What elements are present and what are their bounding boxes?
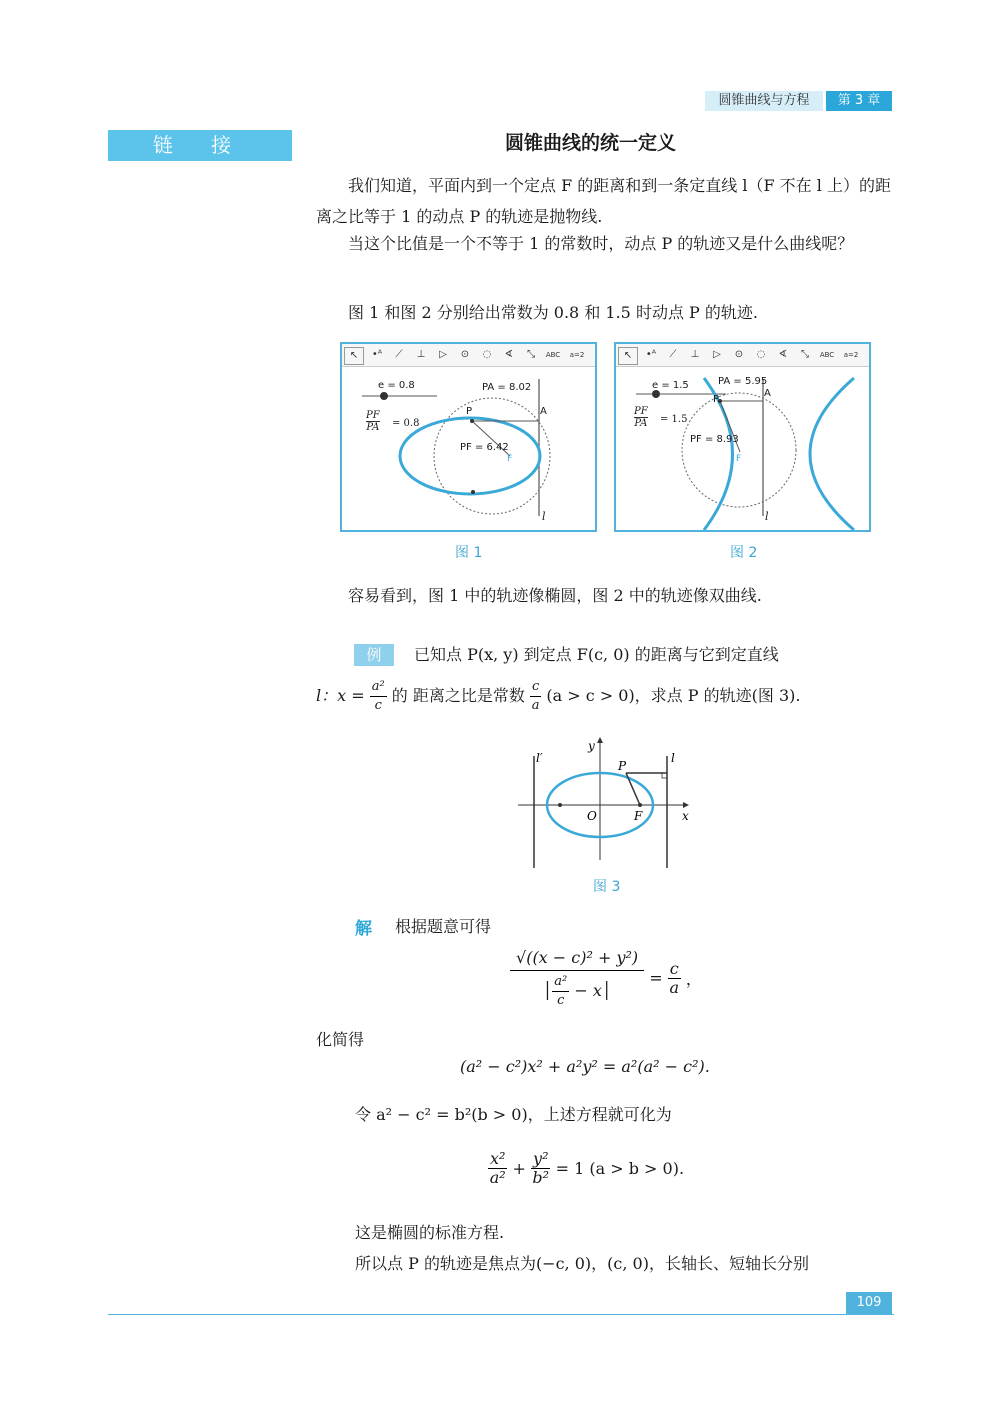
figure-2-canvas [616, 344, 869, 530]
equation-2: (a² − c²)x² + a²y² = a²(a² − c²). [460, 1057, 710, 1076]
ratio-num: PF [634, 406, 648, 417]
hyperbola-right-branch [810, 378, 854, 530]
eq3-y-frac [531, 1150, 550, 1187]
page-number: 109 [846, 1292, 892, 1314]
example-text-end: (a > c > 0)，求点 P 的轨迹(图 3). [546, 686, 801, 705]
let-text: 令 a² − c² = b²(b > 0)，上述方程就可化为 [355, 1105, 672, 1124]
polygon-tool-icon[interactable]: ▷ [439, 349, 447, 360]
label-l-prime: l′ [536, 751, 543, 765]
slider-tool-icon[interactable]: a=2 [843, 351, 859, 359]
eq3-x-frac [488, 1150, 507, 1187]
figure-3-caption: 图 3 [593, 879, 621, 895]
frac-den: c [557, 993, 565, 1008]
footer-rule [108, 1314, 894, 1315]
eq1-rhs [668, 960, 681, 997]
slider-handle[interactable] [652, 390, 660, 398]
circle-3pt-tool-icon[interactable]: ◌ [482, 349, 492, 360]
pointer-tool-icon[interactable]: ↖ [618, 347, 638, 365]
label-l: l [671, 751, 675, 765]
pf-label: PF = 8.93 [690, 434, 739, 445]
text-tool-icon[interactable]: ABC [819, 351, 835, 359]
paragraph-1: 我们知道，平面内到一个定点 F 的距离和到一条定直线 l（F 不在 l 上）的距离之比等于 1 的动点 P 的轨迹是抛物线. [316, 176, 891, 226]
pointer-tool-icon[interactable]: ↖ [344, 347, 364, 365]
figure-2 [614, 342, 871, 532]
segment-to-focus [626, 773, 640, 805]
ratio-fraction [634, 406, 648, 429]
figure-3 [510, 728, 710, 874]
slider-label: e = 1.5 [652, 380, 689, 391]
ratio-num: PF [366, 410, 380, 421]
angle-tool-icon[interactable]: ∢ [778, 349, 788, 360]
ellipse-locus [400, 418, 540, 494]
label-p: P [618, 759, 627, 773]
frac-den: c [374, 698, 382, 713]
point-tool-icon[interactable]: •ᴬ [645, 349, 657, 360]
dashed-circle [434, 398, 550, 514]
slider-handle[interactable] [380, 392, 388, 400]
conclusion-1: 这是椭圆的标准方程. [355, 1223, 505, 1242]
circle-3pt-tool-icon[interactable]: ◌ [756, 349, 766, 360]
label-l: l [765, 510, 769, 523]
eq1-denominator: │ $\frac{\text{a²}}{c}$ − x│ [542, 974, 612, 1008]
paragraph-2: 当这个比值是一个不等于 1 的常数时，动点 P 的轨迹又是什么曲线呢？ [348, 234, 854, 253]
eq1-den-rest: − x [574, 981, 602, 1000]
label-p: P [466, 406, 473, 417]
eq1-inner-frac [552, 973, 569, 1010]
paragraph-3: 图 1 和图 2 分别给出常数为 0.8 和 1.5 时动点 P 的轨迹. [348, 303, 758, 322]
label-x: x [682, 809, 689, 823]
point-intersection [471, 490, 475, 494]
section-title: 圆锥曲线的统一定义 [505, 132, 677, 154]
slider-tool-icon[interactable]: a=2 [569, 351, 585, 359]
example-tag: 例 [354, 644, 394, 666]
frac-num: x² [490, 1149, 506, 1168]
line-tool-icon[interactable]: ⟋ [669, 349, 677, 360]
eq3-tail: = 1 (a > b > 0). [555, 1159, 685, 1178]
figure-2-caption: 图 2 [730, 545, 758, 561]
equation-3 [488, 1150, 684, 1187]
example-l-eq: l：x = [316, 686, 365, 705]
line-tool-icon[interactable]: ⟋ [395, 349, 403, 360]
ratio-value: = 1.5 [660, 414, 688, 425]
frac-num: c [530, 678, 541, 697]
perpendicular-tool-icon[interactable]: ⊥ [416, 349, 426, 360]
chapter-title: 圆锥曲线与方程 [705, 91, 823, 111]
frac-den: a [531, 698, 540, 713]
frac-num: a² [552, 973, 569, 992]
eq1-numerator: √((x − c)² + y²) [510, 946, 644, 971]
solution-tag: 解 [355, 919, 372, 939]
chapter-number: 第 3 章 [826, 91, 892, 111]
reflect-tool-icon[interactable]: ⤡ [801, 349, 809, 360]
ratio-den: PA [634, 418, 648, 429]
eq1-tail: ， [685, 969, 702, 989]
ratio-fraction [366, 410, 380, 433]
ratio-den: PA [366, 422, 380, 433]
frac-den: a [669, 977, 680, 997]
ratio-value: = 0.8 [392, 418, 420, 429]
link-tag: 链 接 [108, 130, 292, 161]
focus-left [558, 803, 562, 807]
point-tool-icon[interactable]: •ᴬ [371, 349, 383, 360]
conclusion-2: 所以点 P 的轨迹是焦点为(−c, 0)，(c, 0)，长轴长、短轴长分别 [355, 1254, 809, 1273]
equation-1: √((x − c)² + y²) │ $\frac{\text{a²}}{c}$ − x│ = $\frac{c}{a}$ ， [510, 946, 702, 1010]
example-line-2 [316, 676, 800, 716]
label-f: F [736, 454, 742, 464]
frac-num: y² [533, 1149, 549, 1168]
figure-1-canvas [342, 344, 595, 530]
directrix-fraction [370, 678, 387, 715]
frac-den: b² [532, 1168, 550, 1187]
label-a: A [540, 406, 547, 417]
simplify-text: 化简得 [316, 1030, 365, 1049]
slider-label: e = 0.8 [378, 380, 415, 391]
label-y: y [588, 739, 595, 753]
paragraph-4: 容易看到，图 1 中的轨迹像椭圆，图 2 中的轨迹像双曲线. [348, 586, 762, 605]
eq1-lhs [510, 946, 644, 1010]
frac-num: a² [370, 678, 387, 697]
angle-tool-icon[interactable]: ∢ [504, 349, 514, 360]
label-a: A [764, 388, 771, 399]
label-f: F [634, 809, 643, 823]
perpendicular-tool-icon[interactable]: ⊥ [690, 349, 700, 360]
frac-den: a² [489, 1168, 506, 1187]
frac-num: c [669, 958, 679, 978]
label-p: P [713, 394, 720, 405]
example-line-1: 已知点 P(x, y) 到定点 F(c, 0) 的距离与它到定直线 [414, 645, 779, 664]
label-o: O [587, 809, 597, 823]
pa-label: PA = 5.95 [718, 376, 768, 387]
example-text-mid: 的 距离之比是常数 [391, 686, 525, 705]
focus-right [638, 803, 642, 807]
polygon-tool-icon[interactable]: ▷ [713, 349, 721, 360]
pa-label: PA = 8.02 [482, 382, 532, 393]
label-l: l [542, 510, 546, 523]
ratio-fraction [530, 678, 541, 715]
pf-label: PF = 6.42 [460, 442, 509, 453]
label-f: F [507, 454, 513, 464]
reflect-tool-icon[interactable]: ⤡ [527, 349, 535, 360]
text-tool-icon[interactable]: ABC [545, 351, 561, 359]
eq3-plus: + [512, 1159, 526, 1178]
point-p [470, 419, 474, 423]
solution-intro: 根据题意可得 [395, 917, 492, 936]
figure-1 [340, 342, 597, 532]
figure-1-caption: 图 1 [455, 545, 483, 561]
circle-tool-icon[interactable]: ⊙ [734, 349, 744, 360]
circle-tool-icon[interactable]: ⊙ [460, 349, 470, 360]
